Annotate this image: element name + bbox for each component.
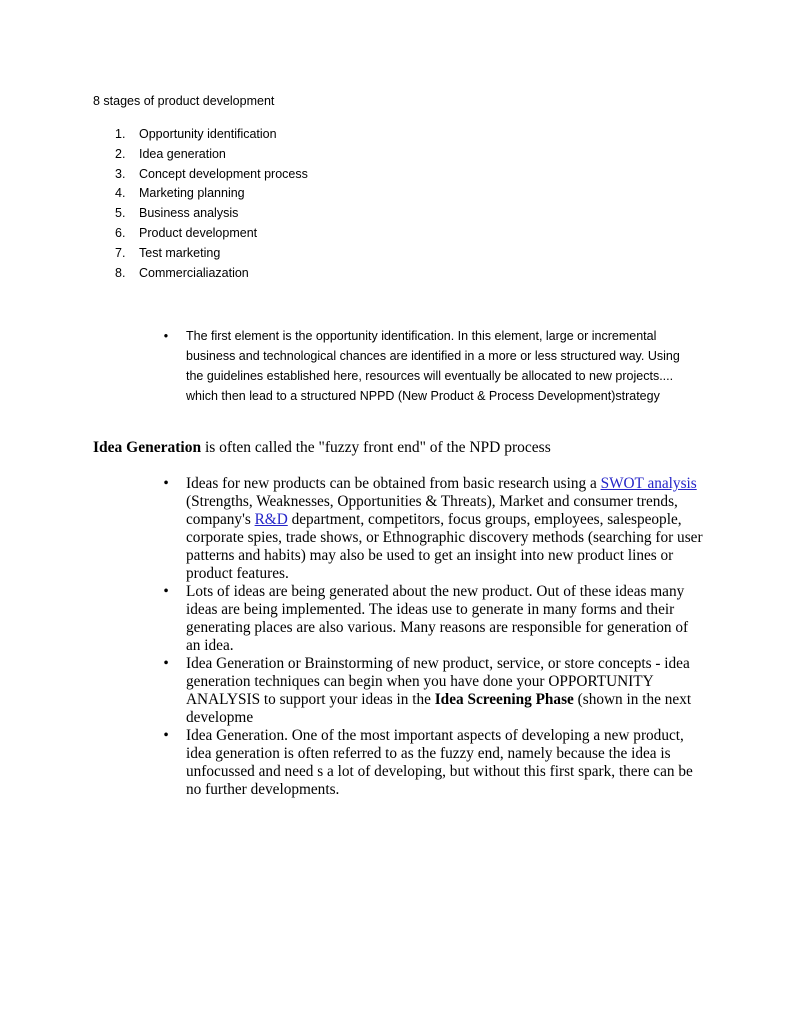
list-item-label: Business analysis: [139, 206, 239, 221]
text-run: Idea Generation or Brainstorming of new product, service, or store concepts - idea generation techniques can begin when you have done your OPPORTUNITY ANALYSIS to support your ideas in the: [186, 655, 690, 708]
list-item-label: Marketing planning: [139, 186, 245, 201]
list-item-label: Commercialiazation: [139, 265, 249, 280]
bullet-item: [160, 475, 706, 583]
bullet-text: [186, 475, 703, 582]
list-number: 3.: [115, 166, 126, 181]
list-item-label: Concept development process: [139, 166, 308, 181]
section-heading: [93, 438, 551, 458]
bullet-item: [160, 727, 706, 799]
text-run: Ideas for new products can be obtained from basic research using a: [186, 475, 601, 492]
list-item-label: Product development: [139, 225, 258, 240]
bullet-item: [160, 655, 706, 727]
bold-text: Idea Screening Phase: [434, 691, 574, 708]
idea-bullet-list: [160, 475, 720, 799]
list-number: 7.: [115, 245, 126, 260]
bullet-text: Idea Generation. One of the most important aspects of developing a new product, idea generation is often referred to as the fuzzy end, namely because the idea is unfocussed and need s a lot of developing, but without this first spark, there can be no further developments.: [186, 727, 693, 798]
bullet-icon: •: [163, 329, 169, 343]
list-number: 2.: [115, 146, 126, 161]
text-run: department, competitors, focus groups, employees, salespeople, corporate spies, trade shows, or Ethnographic discovery methods (searching for user patterns and habits) may also be used to get an insight into new product lines or product features.: [186, 511, 703, 582]
text-run: (shown in the next developme: [186, 691, 692, 726]
bullet-item: [160, 326, 696, 406]
bullet-text: The first element is the opportunity identification. In this element, large or incremental business and technological chances are identified in a more or less structured way. Using the guidelines established here, resources will eventually be allocated to new projects.... which then lead to a structured NPPD (New Product & Process Development)strategy: [186, 329, 680, 403]
list-number: 1.: [115, 127, 126, 141]
heading-bold: Idea Generation: [93, 439, 202, 456]
list-item-label: Test marketing: [139, 245, 221, 260]
list-number: 5.: [115, 206, 126, 221]
list-number: 8.: [115, 265, 126, 280]
bullet-icon: •: [163, 583, 169, 600]
swot-analysis-link[interactable]: SWOT analysis: [600, 475, 697, 492]
list-item-label: Idea generation: [139, 146, 226, 161]
bullet-icon: •: [163, 475, 169, 492]
bullet-text: [186, 655, 691, 726]
list-number: 6.: [115, 225, 126, 240]
bullet-icon: •: [163, 655, 169, 672]
text-run: (Strengths, Weaknesses, Opportunities & Threats), Market and consumer trends, company's: [186, 493, 678, 528]
bullet-icon: •: [163, 727, 169, 744]
bullet-text: Lots of ideas are being generated about the new product. Out of these ideas many ideas are being implemented. The ideas use to generate in many forms and their generating places are also various. Many reasons are responsible for generation of an idea.: [186, 583, 689, 654]
heading-rest: is often called the "fuzzy front end" of the NPD process: [201, 439, 551, 456]
bullet-item: [160, 583, 706, 655]
opportunity-bullet-list: [160, 326, 720, 406]
list-item-label: Opportunity identification: [139, 127, 277, 141]
r-and-d-link[interactable]: R&D: [254, 511, 288, 528]
document-title: 8 stages of product development: [93, 94, 275, 108]
list-number: 4.: [115, 186, 126, 201]
